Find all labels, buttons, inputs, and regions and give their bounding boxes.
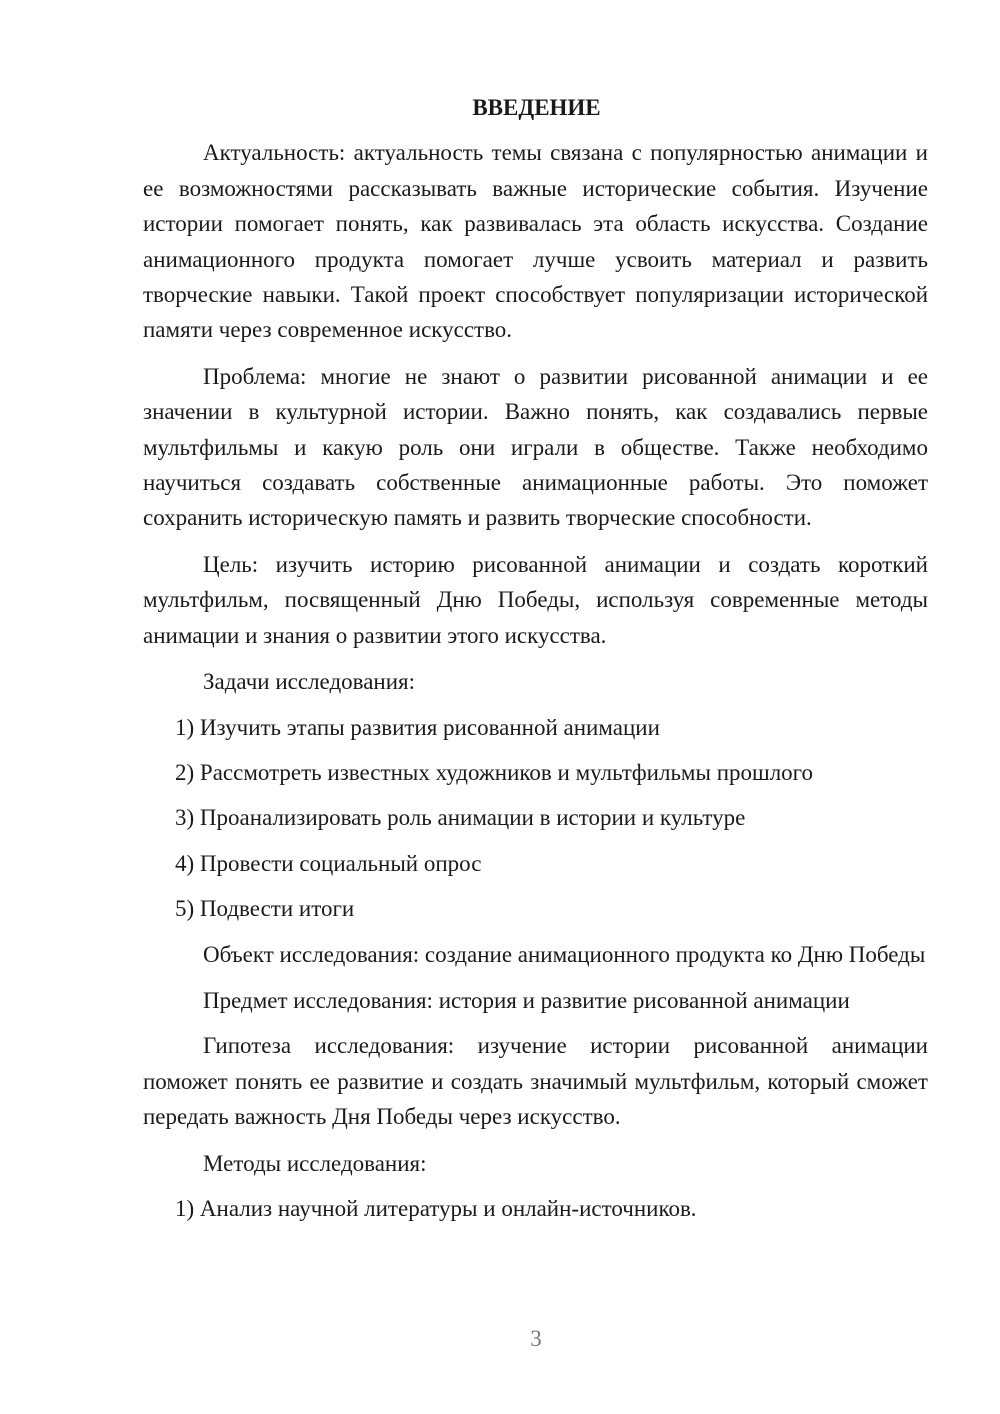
goal-paragraph: Цель: изучить историю рисованной анимации и создать короткий мультфильм, посвященный Дню Победы, используя современные методы анимации и знания о развитии этого искусства.: [143, 551, 928, 648]
list-item: 1) Изучить этапы развития рисованной анимации: [175, 714, 660, 740]
tasks-heading: Задачи исследования:: [203, 669, 416, 695]
object-paragraph: Объект исследования: создание анимационного продукта ко Дню Победы: [203, 941, 926, 967]
tasks-list: [143, 710, 928, 927]
section-title: ВВЕДЕНИЕ: [472, 95, 601, 120]
methods-list: [143, 1191, 928, 1226]
problem-paragraph: Проблема: многие не знают о развитии рисованной анимации и ее значении в культурной истории. Важно понять, как создавались первые мультфильмы и какую роль они играли в обществе. Также необходимо научиться создавать собственные анимационные работы. Это поможет сохранить историческую память и развить творческие способности.: [143, 363, 928, 531]
list-item: 4) Провести социальный опрос: [175, 850, 482, 876]
subject-paragraph: Предмет исследования: история и развитие рисованной анимации: [203, 987, 850, 1013]
list-item: 1) Анализ научной литературы и онлайн-источников.: [175, 1195, 697, 1221]
page-content: [143, 90, 928, 1236]
list-item: 3) Проанализировать роль анимации в истории и культуре: [175, 805, 746, 831]
methods-heading: Методы исследования:: [203, 1150, 427, 1176]
page-number: 3: [530, 1326, 542, 1351]
list-item: 5) Подвести итоги: [175, 896, 355, 922]
list-item: 2) Рассмотреть известных художников и мультфильмы прошлого: [175, 759, 814, 785]
relevance-paragraph: Актуальность: актуальность темы связана с популярностью анимации и ее возможностями рассказывать важные исторические события. Изучение истории помогает понять, как развивалась эта область искусства. Создание анимационного продукта помогает лучше усвоить материал и развить творческие навыки. Такой проект способствует популяризации исторической памяти через современное искусство.: [143, 140, 928, 343]
hypothesis-paragraph: Гипотеза исследования: изучение истории рисованной анимации поможет понять ее развитие и создать значимый мультфильм, который сможет передать важность Дня Победы через искусство.: [143, 1033, 928, 1130]
